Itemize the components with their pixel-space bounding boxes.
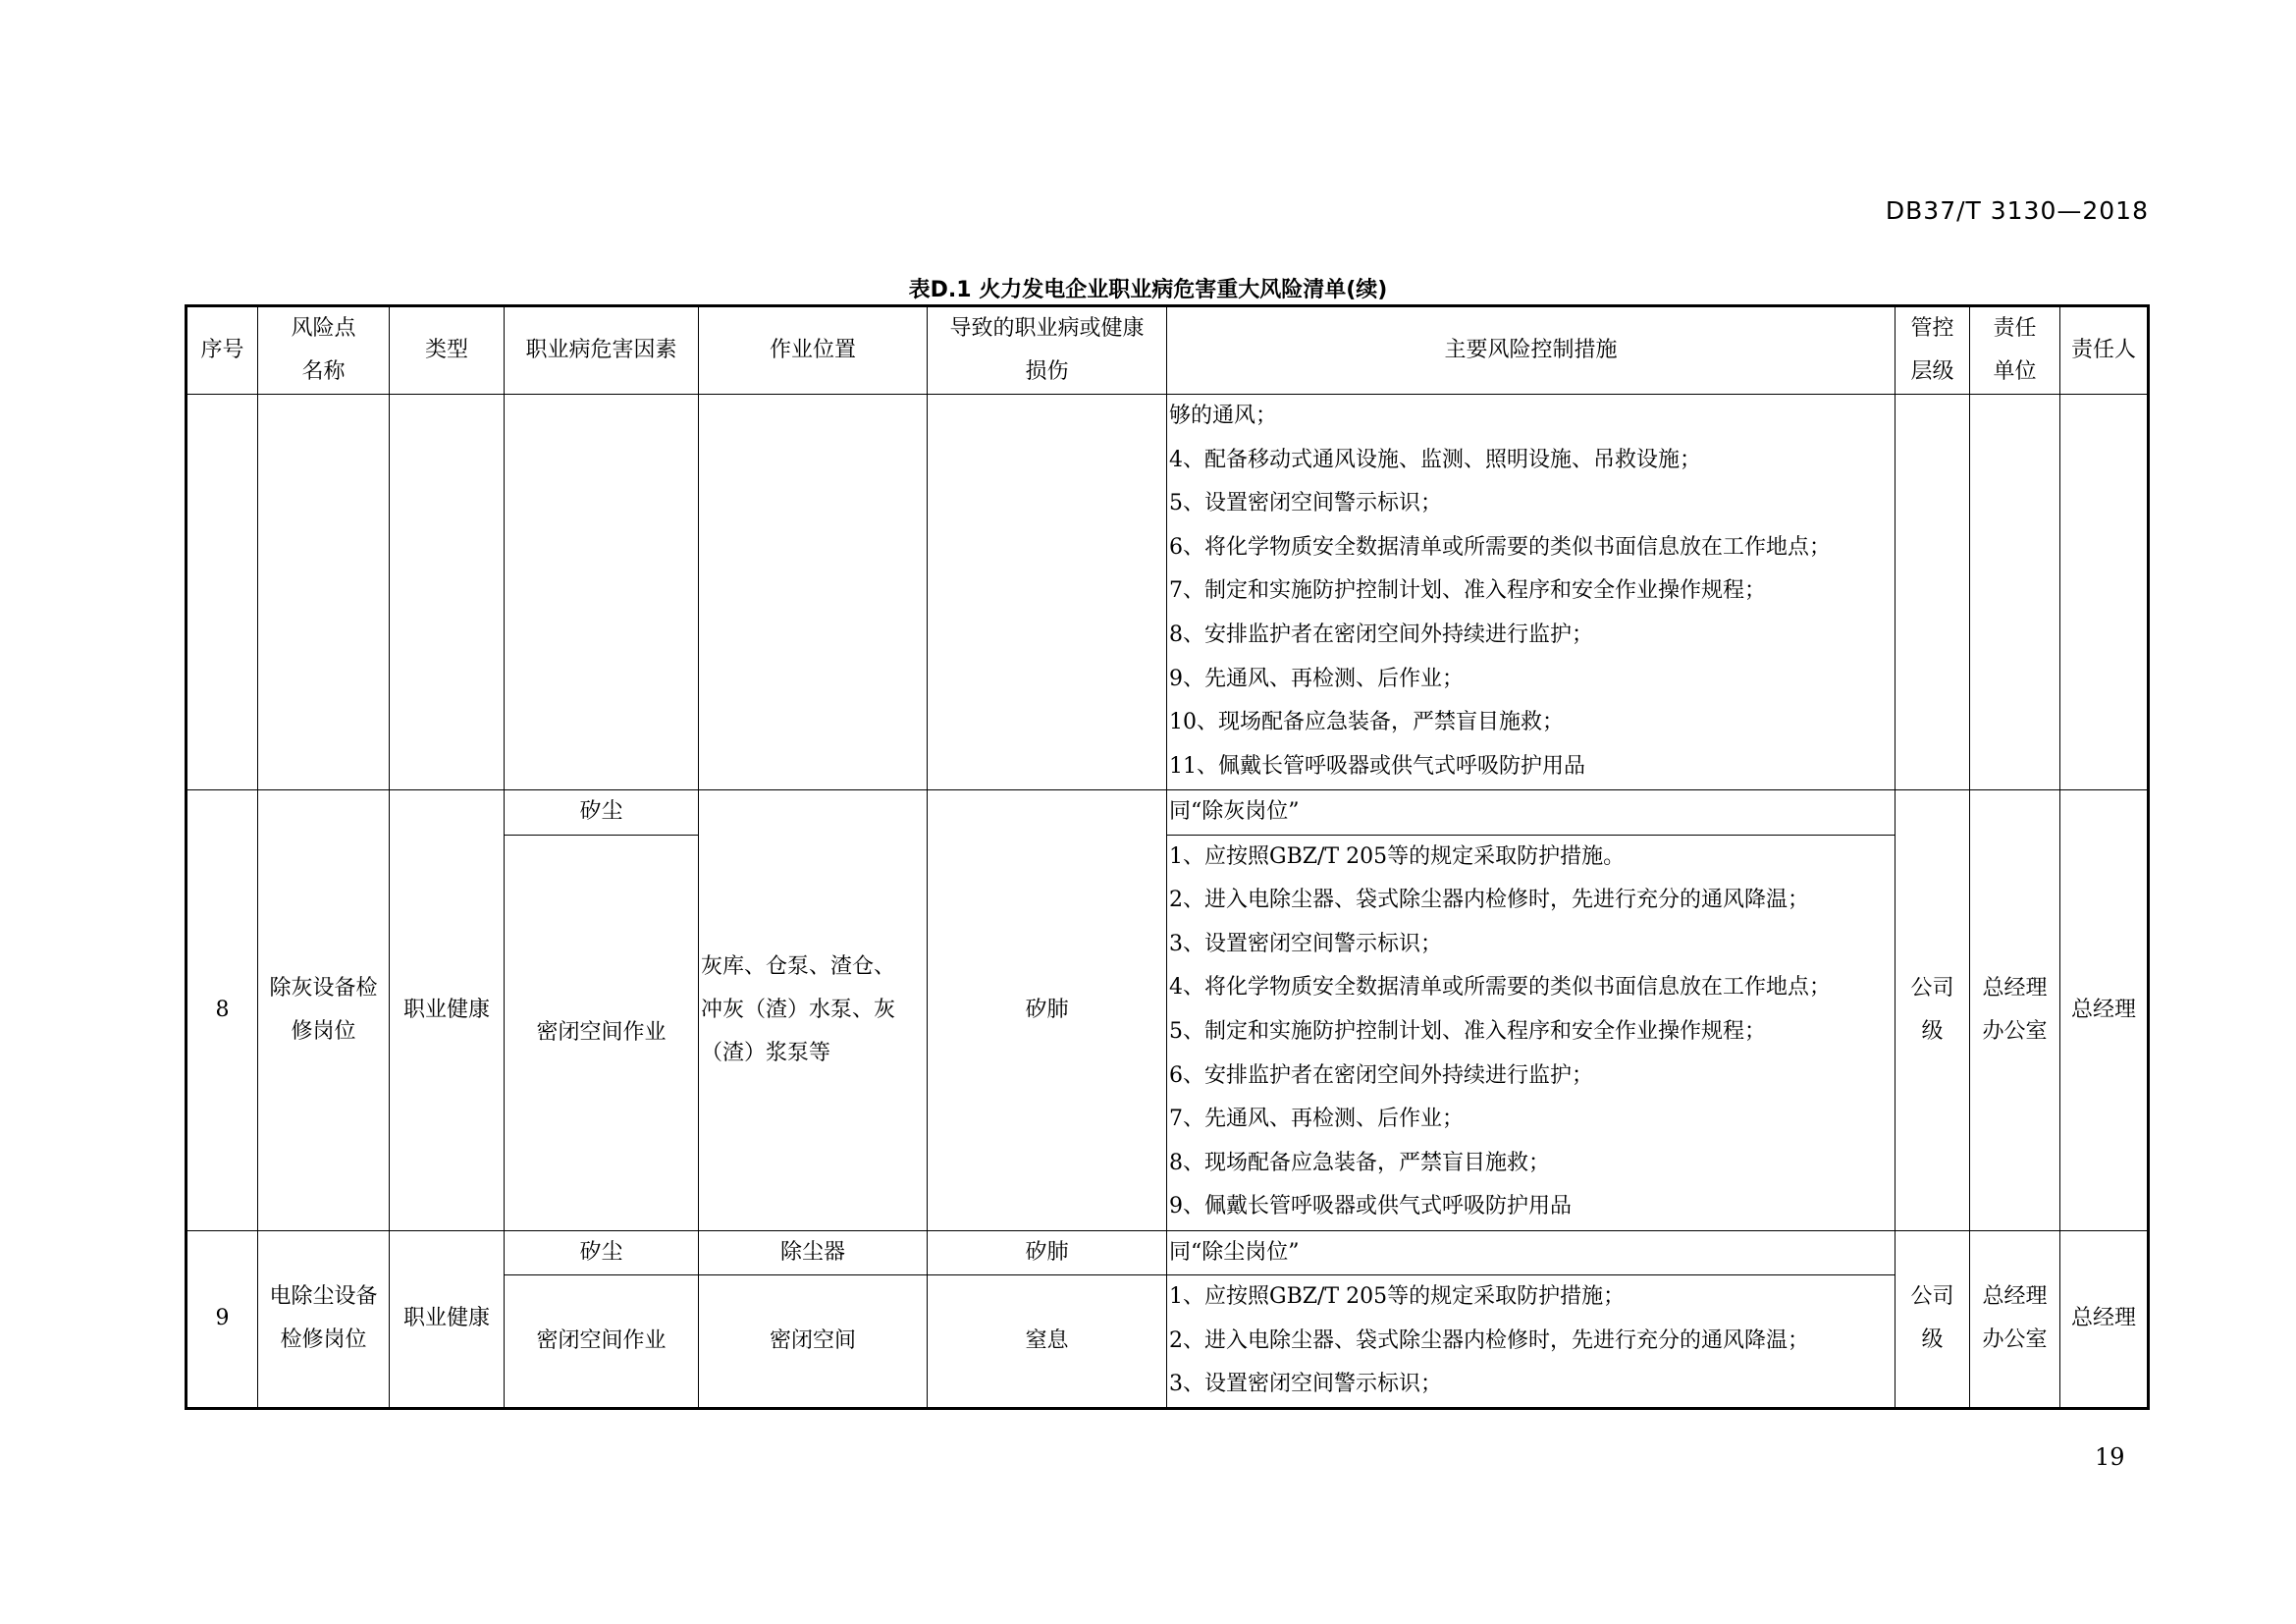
row9-unit-line2: 办公室 bbox=[1982, 1327, 2048, 1353]
row9-location-b: 密闭空间 bbox=[699, 1275, 928, 1409]
row8-person: 总经理 bbox=[2060, 790, 2149, 1231]
row8-level bbox=[1896, 790, 1970, 1231]
row9-location-a: 除尘器 bbox=[699, 1230, 928, 1275]
row8-name-line2: 修岗位 bbox=[291, 1018, 356, 1044]
row9-name-line2: 检修岗位 bbox=[280, 1327, 367, 1353]
header-level-line1: 管控 bbox=[1910, 316, 1954, 341]
table-row-9a bbox=[187, 1230, 2149, 1275]
row8-location-line2: 冲灰（渣）水泵、灰 bbox=[701, 997, 896, 1022]
measure-line: 8、现场配备应急装备，严禁盲目施救； bbox=[1169, 1150, 1550, 1175]
row8-unit bbox=[1970, 790, 2060, 1231]
header-risk-point bbox=[258, 306, 390, 395]
header-level bbox=[1896, 306, 1970, 395]
row9-measures-b bbox=[1167, 1275, 1896, 1409]
table-row-8a bbox=[187, 790, 2149, 836]
measure-line: 够的通风； bbox=[1169, 404, 1278, 428]
table-header-row bbox=[187, 306, 2149, 395]
header-location: 作业位置 bbox=[699, 306, 928, 395]
cont-measures-cell bbox=[1167, 395, 1896, 790]
measure-line: 同“除尘岗位” bbox=[1169, 1239, 1300, 1265]
row8-measures-b bbox=[1167, 835, 1896, 1230]
measure-line: 11、佩戴长管呼吸器或供气式呼吸防护用品 bbox=[1169, 753, 1585, 779]
measure-line: 7、先通风、再检测、后作业； bbox=[1169, 1107, 1464, 1132]
header-risk-point-line1: 风险点 bbox=[291, 316, 356, 341]
measure-line: 8、安排监护者在密闭空间外持续进行监护； bbox=[1169, 622, 1593, 647]
measure-line: 3、设置密闭空间警示标识； bbox=[1169, 931, 1442, 956]
measure-line: 3、设置密闭空间警示标识； bbox=[1169, 1372, 1442, 1397]
cont-location-cell bbox=[699, 395, 928, 790]
row8-no: 8 bbox=[187, 790, 258, 1231]
table-title: 表D.1 火力发电企业职业病危害重大风险清单(续) bbox=[908, 278, 1388, 302]
header-disease-line1: 导致的职业病或健康 bbox=[949, 316, 1145, 341]
row9-measures-a bbox=[1167, 1230, 1896, 1275]
row9-no: 9 bbox=[187, 1230, 258, 1408]
row9-level-line1: 公司 bbox=[1910, 1284, 1954, 1310]
header-unit-line1: 责任 bbox=[1993, 316, 2037, 341]
row9-unit-line1: 总经理 bbox=[1982, 1284, 2048, 1310]
measure-line: 9、先通风、再检测、后作业； bbox=[1169, 666, 1464, 691]
row9-level-line2: 级 bbox=[1921, 1327, 1944, 1353]
row8-level-line1: 公司 bbox=[1910, 975, 1954, 1001]
header-no: 序号 bbox=[187, 306, 258, 395]
header-person: 责任人 bbox=[2060, 306, 2149, 395]
cont-unit-cell bbox=[1970, 395, 2060, 790]
row9-unit bbox=[1970, 1230, 2060, 1408]
row9-disease-a: 矽肺 bbox=[928, 1230, 1167, 1275]
cont-person-cell bbox=[2060, 395, 2149, 790]
measure-line: 5、设置密闭空间警示标识； bbox=[1169, 491, 1442, 516]
row8-level-line2: 级 bbox=[1921, 1018, 1944, 1044]
row9-name-line1: 电除尘设备 bbox=[269, 1284, 378, 1310]
document-id: DB37/T 3130—2018 bbox=[1885, 196, 2149, 225]
cont-no-cell bbox=[187, 395, 258, 790]
row9-hazard-a: 矽尘 bbox=[505, 1230, 699, 1275]
measure-line: 5、制定和实施防护控制计划、准入程序和安全作业操作规程； bbox=[1169, 1018, 1766, 1044]
header-type: 类型 bbox=[390, 306, 505, 395]
row9-name bbox=[258, 1230, 390, 1408]
header-unit-line2: 单位 bbox=[1993, 359, 2037, 384]
header-disease-line2: 损伤 bbox=[1025, 359, 1069, 384]
row8-name bbox=[258, 790, 390, 1231]
measure-line: 2、进入电除尘器、袋式除尘器内检修时，先进行充分的通风降温； bbox=[1169, 888, 1809, 913]
row8-unit-line1: 总经理 bbox=[1982, 975, 2048, 1001]
measure-line: 4、将化学物质安全数据清单或所需要的类似书面信息放在工作地点； bbox=[1169, 975, 1831, 1001]
measure-line: 同“除灰岗位” bbox=[1169, 799, 1300, 824]
row9-type: 职业健康 bbox=[390, 1230, 505, 1408]
header-level-line2: 层级 bbox=[1910, 359, 1954, 384]
page-number: 19 bbox=[2095, 1443, 2125, 1471]
measure-line: 1、应按照GBZ/T 205等的规定采取防护措施； bbox=[1169, 1284, 1626, 1310]
header-measures: 主要风险控制措施 bbox=[1167, 306, 1896, 395]
row9-disease-b: 窒息 bbox=[928, 1275, 1167, 1409]
measure-line: 1、应按照GBZ/T 205等的规定采取防护措施。 bbox=[1169, 843, 1626, 869]
cont-disease-cell bbox=[928, 395, 1167, 790]
header-unit bbox=[1970, 306, 2060, 395]
measure-line: 6、安排监护者在密闭空间外持续进行监护； bbox=[1169, 1062, 1593, 1088]
row8-location bbox=[699, 790, 928, 1231]
cont-hazard-cell bbox=[505, 395, 699, 790]
header-disease bbox=[928, 306, 1167, 395]
header-hazard: 职业病危害因素 bbox=[505, 306, 699, 395]
row8-disease: 矽肺 bbox=[928, 790, 1167, 1231]
row8-hazard-a: 矽尘 bbox=[505, 790, 699, 836]
measure-line: 9、佩戴长管呼吸器或供气式呼吸防护用品 bbox=[1169, 1194, 1572, 1219]
row8-location-line3: （渣）浆泵等 bbox=[701, 1040, 831, 1065]
row8-hazard-b: 密闭空间作业 bbox=[505, 835, 699, 1230]
row8-unit-line2: 办公室 bbox=[1982, 1018, 2048, 1044]
row8-location-line1: 灰库、仓泵、渣仓、 bbox=[701, 953, 896, 979]
row9-person: 总经理 bbox=[2060, 1230, 2149, 1408]
cont-name-cell bbox=[258, 395, 390, 790]
row8-measures-a bbox=[1167, 790, 1896, 836]
cont-level-cell bbox=[1896, 395, 1970, 790]
header-risk-point-line2: 名称 bbox=[301, 359, 346, 384]
measure-line: 6、将化学物质安全数据清单或所需要的类似书面信息放在工作地点； bbox=[1169, 534, 1831, 560]
row9-hazard-b: 密闭空间作业 bbox=[505, 1275, 699, 1409]
table-row-continuation bbox=[187, 395, 2149, 790]
row9-level bbox=[1896, 1230, 1970, 1408]
row8-type: 职业健康 bbox=[390, 790, 505, 1231]
measure-line: 2、进入电除尘器、袋式除尘器内检修时，先进行充分的通风降温； bbox=[1169, 1327, 1809, 1353]
row8-name-line1: 除灰设备检 bbox=[269, 975, 378, 1001]
risk-table bbox=[185, 304, 2150, 1410]
measure-line: 4、配备移动式通风设施、监测、照明设施、吊救设施； bbox=[1169, 447, 1701, 472]
measure-line: 10、现场配备应急装备，严禁盲目施救； bbox=[1169, 710, 1564, 735]
measure-line: 7、制定和实施防护控制计划、准入程序和安全作业操作规程； bbox=[1169, 578, 1766, 604]
cont-type-cell bbox=[390, 395, 505, 790]
